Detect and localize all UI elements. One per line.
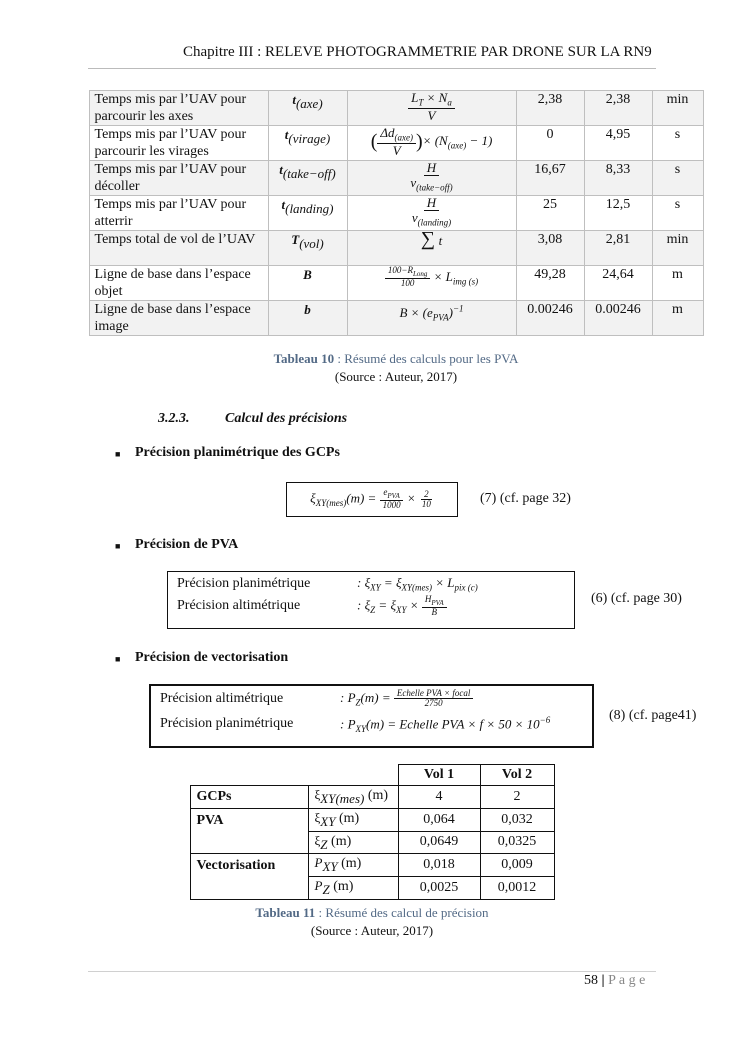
row-label: Ligne de base dans l’espace objet [89, 266, 268, 301]
unit: min [652, 91, 703, 126]
unit: m [652, 301, 703, 336]
precision-table [190, 764, 555, 900]
vol2-value: 0,0012 [480, 877, 554, 900]
bullet-heading: Précision de vectorisation [135, 650, 289, 665]
parameter: $\xi_{XY}$ (m) [308, 808, 398, 831]
label-altimetric: Précision altimétrique [160, 690, 284, 706]
table-header-row [190, 765, 554, 786]
symbol: b [268, 301, 347, 336]
group-label: PVA [190, 808, 308, 854]
vol1-value: 0,0649 [398, 831, 480, 854]
parameter: $\xi_{XY(mes)}$ (m) [308, 786, 398, 809]
vol2-value: 4,95 [584, 126, 652, 161]
parameter: $P_{XY}$ (m) [308, 854, 398, 877]
table10-source: (Source : Auteur, 2017) [334, 369, 458, 384]
vol1-value: 16,67 [516, 161, 584, 196]
vol2-value: 2,38 [584, 91, 652, 126]
table-row [89, 266, 703, 301]
table-row [190, 786, 554, 809]
bullet-icon: ■ [115, 541, 121, 551]
vol2-value: 0,0325 [480, 831, 554, 854]
formula: $\frac{100-R_{Long}}{100}$ × $L_{img (s)}$ [347, 266, 516, 301]
page-footer [584, 973, 645, 989]
table-row [89, 161, 703, 196]
formula: $\frac{L_T \times N_a}{V}$ [347, 91, 516, 126]
equation-6 [168, 572, 574, 620]
symbol: B [268, 266, 347, 301]
formula: $\frac{H}{v_{(take-off)}}$ [347, 161, 516, 196]
equation-7-ref: (7) (cf. page 32) [480, 491, 571, 506]
header-vol2: Vol 2 [480, 765, 554, 786]
label-altimetric: Précision altimétrique [177, 597, 301, 613]
equation-8-ref: (8) (cf. page41) [609, 708, 697, 723]
row-label: Temps mis par l’UAV pour décoller [89, 161, 268, 196]
footer-rule [88, 971, 656, 972]
table11-block [190, 764, 554, 940]
group-label: Vectorisation [190, 854, 308, 900]
section-title: Calcul des précisions [225, 411, 348, 426]
vol2-value: 0,032 [480, 808, 554, 831]
group-label: GCPs [190, 786, 308, 809]
equation-8 [151, 686, 592, 737]
row-label: Temps mis par l’UAV pour parcourir les virages [89, 126, 268, 161]
unit: s [652, 161, 703, 196]
formula: ∑ t [347, 231, 516, 266]
header-rule [88, 68, 656, 69]
vol1-value: 49,28 [516, 266, 584, 301]
row-label: Temps mis par l’UAV pour parcourir les axes [89, 91, 268, 126]
table11-source: (Source : Auteur, 2017) [310, 922, 434, 938]
equation-7-box [286, 482, 458, 517]
header-vol1: Vol 1 [398, 765, 480, 786]
table11-caption: Tableau 11 : Résumé des calcul de précision [255, 904, 489, 920]
table10-caption: Tableau 10 : Résumé des calculs pour les PVA [273, 351, 519, 366]
formula: $B \times (e_{PVA})^{-1}$ [347, 301, 516, 336]
label-planimetric: Précision planimétrique [177, 575, 311, 591]
row-label: Ligne de base dans l’espace image [89, 301, 268, 336]
row-label: Temps total de vol de l’UAV [89, 231, 268, 266]
label-planimetric: Précision planimétrique [160, 716, 294, 732]
table-row [89, 301, 703, 336]
formula: ( $\frac{\Delta d_{(axe)}}{V}$ )× $(N_{(axe)} - 1)$ [347, 126, 516, 161]
vol1-value: 0,018 [398, 854, 480, 877]
page-number: 58 [584, 973, 598, 988]
parameter: $P_Z$ (m) [308, 877, 398, 900]
equation-7: $\xi_{XY(mes)}(m)$ = $\frac{e_{PVA}}{1000}$ × $\frac{2}{10}$ [310, 487, 431, 511]
vol1-value: 4 [398, 786, 480, 809]
table-row [89, 126, 703, 161]
vol1-value: 25 [516, 196, 584, 231]
symbol: $t_{(take-off)}$ [268, 161, 347, 196]
formula: $\frac{H}{v_{(landing)}}$ [347, 196, 516, 231]
vol1-value: 0,0025 [398, 877, 480, 900]
symbol: $t_{(landing)}$ [268, 196, 347, 231]
symbol: $T_{(vol)}$ [268, 231, 347, 266]
vol2-value: 0,009 [480, 854, 554, 877]
unit: s [652, 196, 703, 231]
vol1-value: 0.00246 [516, 301, 584, 336]
vol2-value: 0.00246 [584, 301, 652, 336]
vol2-value: 24,64 [584, 266, 652, 301]
vol1-value: 2,38 [516, 91, 584, 126]
parameter: $\xi_Z$ (m) [308, 831, 398, 854]
symbol: $t_{(virage)}$ [268, 126, 347, 161]
equation-6-box [167, 571, 575, 629]
table-row [89, 231, 703, 266]
formula-planimetric: : $P_{XY}(m)$ = Echelle PVA × $f \times 50 \times 10^{-6}$ [340, 714, 551, 734]
page-label: P a g e [608, 973, 646, 988]
vol2-value: 2,81 [584, 231, 652, 266]
vol2-value: 8,33 [584, 161, 652, 196]
table-row [89, 91, 703, 126]
vol1-value: 0,064 [398, 808, 480, 831]
unit: m [652, 266, 703, 301]
bullet-icon: ■ [115, 449, 121, 459]
table10-block [89, 90, 703, 386]
formula-planimetric: : $\xi_{XY} = \xi_{XY(mes)} \times L_{pix (c)}$ [357, 575, 478, 593]
section-number: 3.2.3. [158, 411, 190, 426]
vol1-value: 3,08 [516, 231, 584, 266]
bullet-heading: Précision planimétrique des GCPs [135, 445, 340, 460]
table-row [190, 808, 554, 831]
row-label: Temps mis par l’UAV pour atterrir [89, 196, 268, 231]
bullet-icon: ■ [115, 654, 121, 664]
vol2-value: 12,5 [584, 196, 652, 231]
unit: s [652, 126, 703, 161]
symbol: $t_{(axe)}$ [268, 91, 347, 126]
bullet-heading: Précision de PVA [135, 537, 239, 552]
formula-altimetric: : $P_Z(m)$ = $\frac{\text{Echelle PVA × focal}}{2750}$ [340, 689, 583, 709]
equation-6-ref: (6) (cf. page 30) [591, 591, 682, 606]
equation-8-box [149, 684, 594, 748]
formula-altimetric: : $\xi_Z = \xi_{XY}$ × $\frac{H_{PVA}}{B}$ [357, 595, 565, 618]
pva-calculation-table [89, 90, 704, 336]
vol2-value: 2 [480, 786, 554, 809]
chapter-header: Chapitre III : RELEVE PHOTOGRAMMETRIE PAR DRONE SUR LA RN9 [183, 44, 652, 60]
separator: | [601, 973, 605, 988]
table-row [89, 196, 703, 231]
unit: min [652, 231, 703, 266]
table-row [190, 854, 554, 877]
vol1-value: 0 [516, 126, 584, 161]
